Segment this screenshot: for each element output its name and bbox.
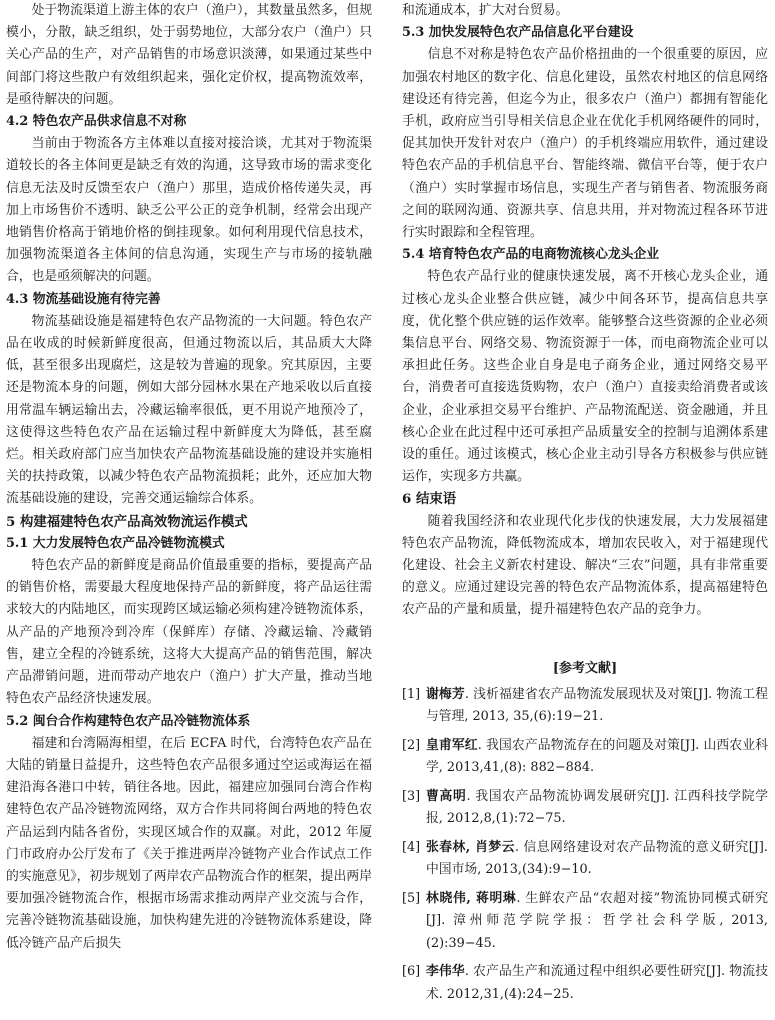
paragraph-6: 随着我国经济和农业现代化步伐的快速发展，大力发展福建特色农产品物流，降低物流成本，增加农民收入，对于福建现代化建设、社会主义新农村建设、解决“三农”问题，具有非常重要的意义。应通过建设完善的特色农产品物流体系，提高福建特色农产品的产量和质量，提升福建特色农产品的竞争力。 bbox=[402, 513, 768, 618]
references-title: [参考文献] bbox=[552, 660, 618, 676]
paragraph-5-1: 特色农产品的新鲜度是商品价值最重要的指标，要提高产品的销售价格，需要最大程度地保持产品的新鲜度，将产品运往需求较大的内陆地区，而实现跨区域运输必须构建冷链物流体系，从产品的产地预冷到冷库（保鲜库）存储、冷藏运输、冷藏销售，建立全程的冷链系统，这将大大提高产品的销售范围，解决产品滞销问题，进而带动产地农户（渔户）扩大产量，推动当地特色农产品经济快速发展。 bbox=[6, 558, 372, 707]
reference-title: . 农产品生产和流通过程中组织必要性研究[J]. 物流技术 bbox=[426, 964, 768, 1002]
paragraph-4-2: 当前由于物流各方主体难以直接对接洽谈，尤其对于物流渠道较长的各主体间更是缺乏有效的沟通，这导致市场的需求变化信息无法及时反馈至农户（渔户）那里，造成价格传递失灵，再加上市场售价不透明、缺乏公平公正的竞争机制，经常会出现产地销售价格高于销地价格的倒挂现象。如何利用现代信息技术，加强物流渠道各主体间的信息沟通，实现生产与市场的接轨融合，也是亟须解决的问题。 bbox=[6, 136, 372, 285]
reference-item bbox=[402, 786, 768, 831]
reference-item bbox=[402, 888, 768, 956]
paragraph-5-2: 福建和台湾隔海相望，在后 ECFA 时代，台湾特色农产品在大陆的销量日益提升，这些特色农产品很多通过空运或海运在福建沿海各港口中转，销往各地。因此，福建应加强同台湾合作构建特色农产品冷链物流网络，双方合作共同将闽台两地的特色农产品运到内陆各省份，实现区域合作的双赢。对此，2012 年厦门市政府办公厅发布了《关于推进两岸冷链物产业合作试点工作的实施意见》，初步规划了两岸农产品物流合作的框架，提出两岸要加强冷链物流合作，根据市场需求推动两岸产业交流与合作，完善冷链物流基础设施，加快构建先进的冷链物流体系建设，降低冷链产品产后损失 bbox=[6, 735, 372, 951]
reference-authors: 曹高明 bbox=[426, 788, 467, 804]
reference-authors: 张春林, 肖梦云 bbox=[426, 839, 515, 855]
paragraph-4-3: 物流基础设施是福建特色农产品物流的一大问题。特色农产品在收成的时候新鲜度很高，但通过物流以后，其品质大大降低，甚至很多出现腐烂，这是较为普遍的现象。究其原因，主要还是物流本身的问题，例如大部分园林水果在产地采收以后直接用常温车辆运输出去，冷藏运输率很低，更不用说产地预冷了，这使得这些特色农产品在运输过程中新鲜度大为降低，甚至腐烂。相关政府部门应当加快农产品物流基础设施的建设并实施相关的扶持政策，以减少特色农产品物流损耗；此外，还应加大物流基础设施的建设，完善交通运输综合体系。 bbox=[6, 313, 372, 507]
reference-details: , 2013, 35,(6):19−21. bbox=[464, 709, 604, 725]
reference-details: , 2013,(34):9−10. bbox=[477, 862, 592, 878]
right-column bbox=[402, 0, 768, 1012]
paragraph-5-2-continued: 和流通成本，扩大对台贸易。 bbox=[402, 3, 569, 18]
section-heading-5-3: 5.3 加快发展特色农产品信息化平台建设 bbox=[402, 25, 634, 41]
reference-item bbox=[402, 684, 768, 729]
reference-item bbox=[402, 837, 768, 882]
reference-title: . 我国农产品物流协调发展研究[J]. 江西科技学院学报 bbox=[426, 788, 769, 827]
reference-number: [2] bbox=[402, 737, 421, 753]
reference-number: [6] bbox=[402, 964, 421, 980]
reference-title: . 浅析福建省农产品物流发展现状及对策[J]. 物流工程与管理 bbox=[426, 686, 768, 725]
reference-number: [1] bbox=[402, 686, 421, 702]
reference-details: , 2012,8,(1):72−75. bbox=[438, 811, 566, 827]
reference-authors: 谢梅芳 bbox=[426, 686, 465, 702]
reference-item bbox=[402, 961, 768, 1006]
reference-title: . 信息网络建设对农产品物流的意义研究[J]. 中国市场 bbox=[426, 839, 768, 878]
section-heading-5-1: 5.1 大力发展特色农产品冷链物流模式 bbox=[6, 535, 225, 551]
section-heading-5: 5 构建福建特色农产品高效物流运作模式 bbox=[6, 513, 248, 530]
reference-details: . 2012,31,(4):24−25. bbox=[438, 986, 574, 1002]
references-list bbox=[402, 684, 768, 1007]
paragraph-5-4: 特色农产品行业的健康快速发展，离不开核心龙头企业，通过核心龙头企业整合供应链，减少中间各环节，提高信息共享度，优化整个供应链的运作效率。能够整合这些资源的企业必须集信息平台、网络交易、物流资源于一体，而电商物流企业可以承担此任务。这些企业自身是电子商务企业，通过网络交易平台，消费者可直接选货购物，农户（渔户）直接卖给消费者或该企业，企业承担交易平台维护、产品物流配送、资金融通，并且核心企业在此过程中还可承担产品质量安全的控制与追溯体系建设的重任。通过该模式，核心企业主动引导各方积极参与供应链运作，实现多方共赢。 bbox=[402, 269, 768, 485]
reference-number: [3] bbox=[402, 788, 421, 804]
reference-item bbox=[402, 735, 768, 780]
reference-number: [5] bbox=[402, 890, 421, 906]
paragraph-intro-continued: 处于物流渠道上游主体的农户（渔户），其数量虽然多，但规模小，分散，缺乏组织，处于弱势地位，大部分农户（渔户）只关心产品的生产，对产品销售的市场意识淡薄，如果通过某些中间部门将这些散户有效组织起来，强化定价权，提高物流效率，是亟待解决的问题。 bbox=[6, 3, 372, 107]
reference-details: , 2013,(2):39−45. bbox=[426, 913, 768, 951]
section-heading-5-4: 5.4 培育特色农产品的电商物流核心龙头企业 bbox=[402, 247, 660, 263]
reference-title: . 我国农产品物流存在的问题及对策[J]. 山西农业科学 bbox=[426, 737, 769, 776]
reference-authors: 李伟华 bbox=[426, 964, 465, 980]
reference-details: , 2013,41,(8): 882−884. bbox=[438, 760, 595, 776]
reference-number: [4] bbox=[402, 839, 421, 855]
section-heading-5-2: 5.2 闽台合作构建特色农产品冷链物流体系 bbox=[6, 713, 251, 729]
paragraph-5-3: 信息不对称是特色农产品价格扭曲的一个很重要的原因，应加强农村地区的数字化、信息化建设，虽然农村地区的信息网络建设还有待完善，但迄今为止，很多农户（渔户）都拥有智能化手机，政府应当引导相关信息企业在优化手机网络硬件的同时，促其加快开发针对农户（渔户）的手机终端应用软件，通过建设特色农产品的手机信息平台、智能终端、微信平台等，便于农户（渔户）实时掌握市场信息，实现生产者与销售者、物流服务商之间的联网沟通、资源共享、信息共用，并对物流过程各环节进行实时跟踪和全程管理。 bbox=[402, 47, 768, 241]
left-column bbox=[6, 0, 372, 955]
reference-authors: 林晓伟, 蒋明琳 bbox=[426, 890, 517, 906]
section-heading-4-3: 4.3 物流基础设施有待完善 bbox=[6, 291, 161, 307]
section-heading-6: 6 结束语 bbox=[402, 491, 457, 508]
section-heading-4-2: 4.2 特色农产品供求信息不对称 bbox=[6, 114, 187, 130]
reference-authors: 皇甫军红 bbox=[426, 737, 478, 753]
reference-title: . 生鲜农产品“农超对接”物流协同模式研究[J]. 漳州师范学院学报：哲学社会科学版 bbox=[426, 890, 768, 929]
